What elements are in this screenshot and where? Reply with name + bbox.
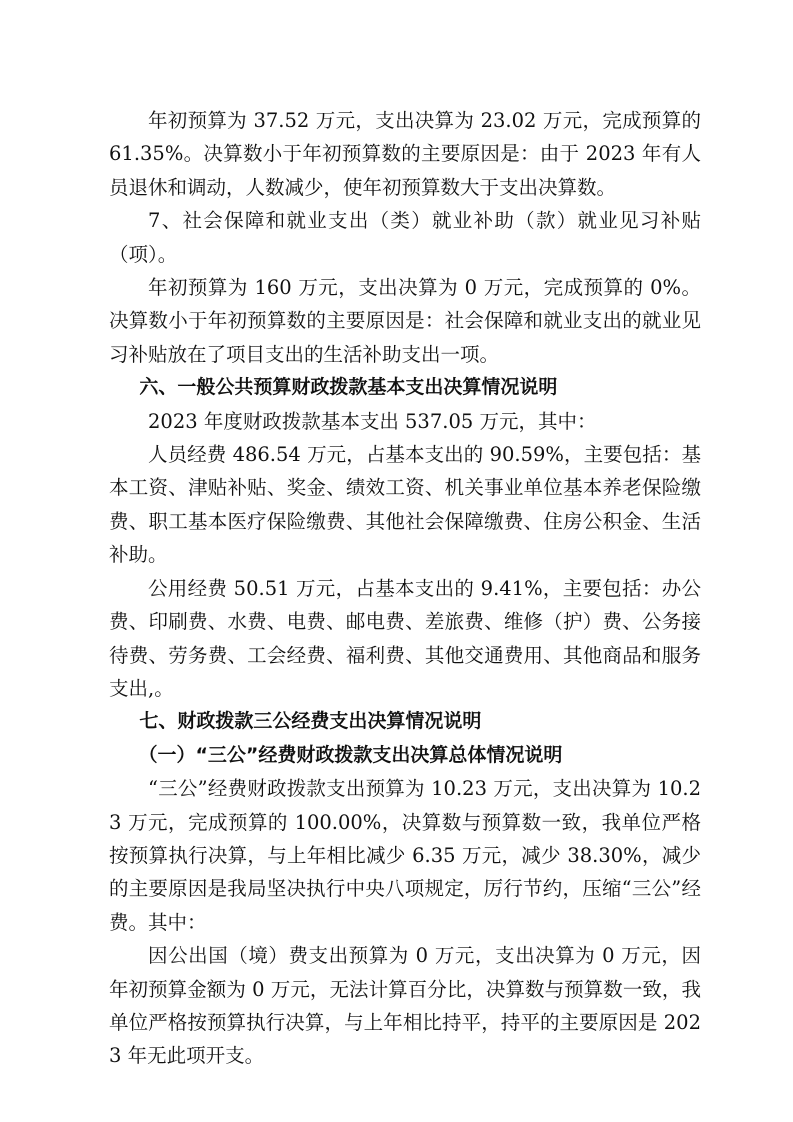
section-7-1-subheading: （一）“三公”经费财政拨款支出决算总体情况说明: [138, 743, 563, 766]
section-6-heading: 六、一般公共预算财政拨款基本支出决算情况说明: [139, 376, 558, 399]
paragraph-item-7-title: 7、社会保障和就业支出（类）就业补助（款）就业见习补贴（项）。: [109, 209, 701, 266]
paragraph-basic-expenditure-total: 2023 年度财政拨款基本支出 537.05 万元，其中：: [148, 409, 597, 433]
document-page: [109, 104, 701, 1073]
paragraph-item-7-detail: 年初预算为 160 万元，支出决算为 0 万元，完成预算的 0%。决算数小于年初预算数的主要原因是：社会保障和就业支出的就业见习补贴放在了项目支出的生活补助支出一项。: [109, 276, 701, 366]
paragraph-overseas-travel: 因公出国（境）费支出预算为 0 万元，支出决算为 0 万元，因年初预算金额为 0 万元，无法计算百分比，决算数与预算数一致，我单位严格按预算执行决算，与上年相比持平，持平的主要原因是 2023 年无此项开支。: [109, 944, 701, 1068]
section-7-heading: 七、财政拨款三公经费支出决算情况说明: [139, 710, 482, 733]
paragraph-personnel-expenses: 人员经费 486.54 万元，占基本支出的 90.59%，主要包括：基本工资、津贴补贴、奖金、绩效工资、机关事业单位基本养老保险缴费、职工基本医疗保险缴费、其他社会保障缴费、住房公积金、生活补助。: [109, 443, 701, 567]
paragraph-budget-completion: 年初预算为 37.52 万元，支出决算为 23.02 万元，完成预算的 61.35%。决算数小于年初预算数的主要原因是：由于 2023 年有人员退休和调动，人数减少，使年初预算数大于支出决算数。: [109, 109, 701, 199]
paragraph-three-public-overall: “三公”经费财政拨款支出预算为 10.23 万元，支出决算为 10.23 万元，完成预算的 100.00%，决算数与预算数一致，我单位严格按预算执行决算，与上年相比减少 6.35 万元，减少 38.30%，减少的主要原因是我局坚决执行中央八项规定，厉行节约，压缩“三公”经费。其中：: [109, 777, 701, 934]
paragraph-public-expenses: 公用经费 50.51 万元，占基本支出的 9.41%，主要包括：办公费、印刷费、水费、电费、邮电费、差旅费、维修（护）费、公务接待费、劳务费、工会经费、福利费、其他交通费用、其他商品和服务支出,。: [109, 576, 701, 700]
